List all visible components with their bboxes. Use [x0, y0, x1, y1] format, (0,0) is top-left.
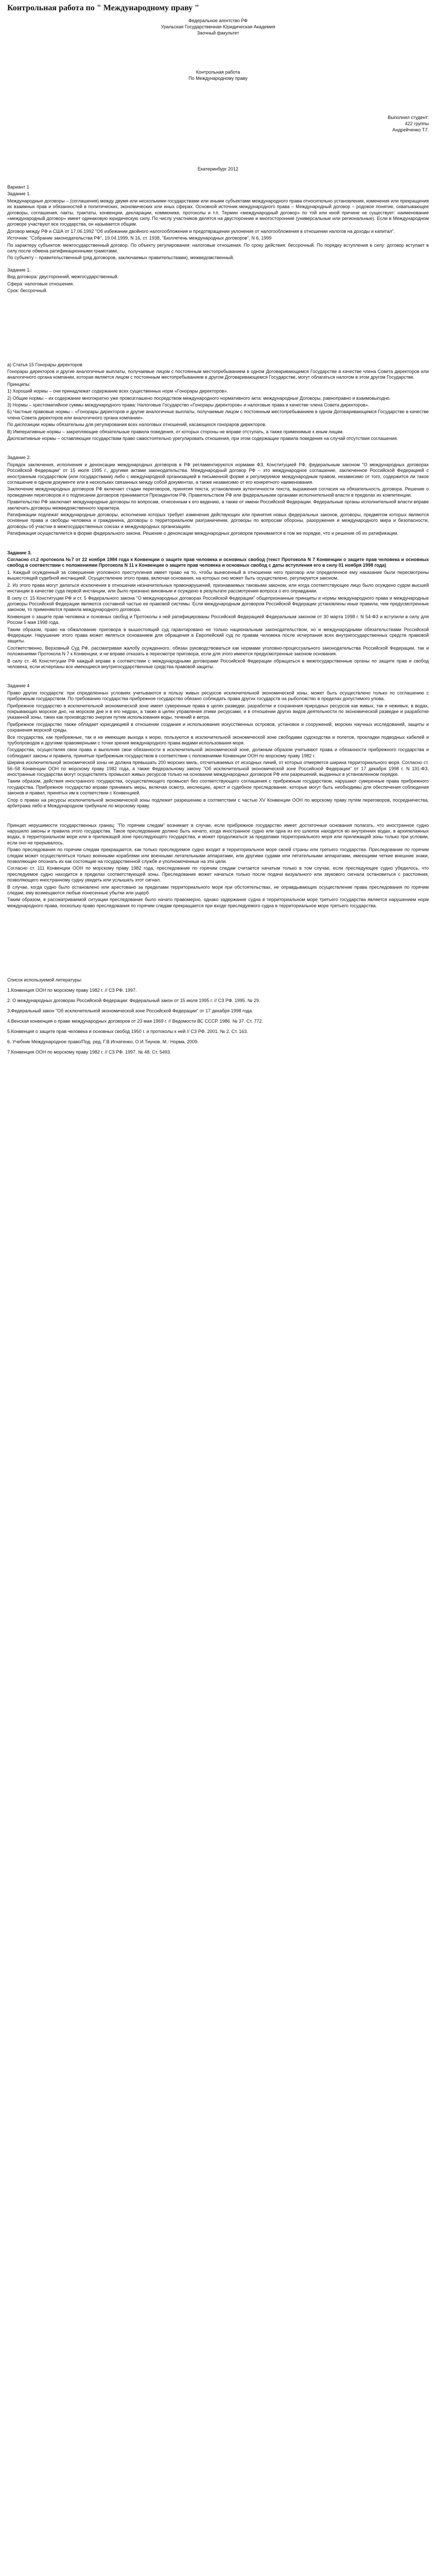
paragraph: Таким образом, действия иностранного государства, осуществляющего промысел без соответствующего соглашения с прибрежным государством, нарушают суверенные права прибрежного государства. Прибрежное государство вправе принимать меры, включая осмотр, инспекцию, арест и судебное преследование, которые могут быть необходимы для обеспечения соблюдения законов и правил, принятых им в соответствии с Конвенцией.: [7, 778, 429, 796]
reference-item: 5.Конвенция о защите прав человека и основных свобод 1950 г. и протоколы к ней // СЗ РФ. 2001. № 2. Ст. 163.: [7, 1029, 248, 1035]
paragraph: 2. Из этого права могут делаться исключения в отношении незначительных правонарушений, признаваемых таковыми законом, или когда соответствующее лицо было осуждено судом высшей инстанции в качестве суда первой инстанции, или было признано виновным и осуждено в результате рассмотрения вопроса о его оправдании.: [7, 582, 429, 594]
section-heading: а) Статья 15 Гонорары директоров: [7, 362, 82, 367]
header-line: Заочный факультет: [197, 30, 239, 36]
task2-section: [7, 455, 429, 536]
paragraph: Ратификация осуществляется в форме федерального закона. Решение о денонсации международных договоров принимается в том же порядке, что и решение об их ратификации.: [7, 531, 399, 536]
paragraph: 2) Общие нормы – их содержание многократно уже провозглашено посредством международного нормативного акта: международные Договоры, равноправно и взаимовыгодно.: [7, 395, 391, 401]
summary-line: Задание 1.: [7, 267, 31, 273]
city-year: Екатеринбург 2012: [197, 166, 239, 172]
paragraph: 3) Нормы – хрестоматийное суммы международного права: Налоговые Государство «Гонорары директоров» и налоговые права в качестве члена Совета директоров».: [7, 402, 370, 408]
reference-item: 3.Федеральный закон "Об исключительной экономической зоне Российской Федерации" от 17 декабря 1998 года.: [7, 1008, 253, 1014]
paragraph: 1) Хороший нормы – они принадлежат содержание всех существенных норм «Гонорары директоров».: [7, 388, 228, 394]
paragraph: Государства, осуществляя свои права и выполняя свои обязанности в исключительной экономической зоне, должным образом учитывают права и обязанности прибрежного государства и соблюдают законы и правила, принятые прибрежным государством в соответствии с положениями Конвенции ООН по морскому праву 1982 г.: [7, 747, 429, 758]
work-type-block: [7, 69, 429, 81]
paragraph: Конвенция о защите прав человека и основных свобод и Протоколы к ней ратифицированы Российской Федерацией Федеральным законом от 30 марта 1998 г. N 54-ФЗ и вступили в силу для России 5 мая 1998 года.: [7, 614, 429, 625]
paragraph: Источник: "Собрание законодательства РФ", 19.04.1999, N 16, ст. 1938, "Бюллетень международных договоров", N 6, 1999: [7, 235, 272, 241]
paragraph: В силу ст. 46 Конституции РФ каждый вправе в соответствии с международными договорами Российской Федерации обращаться в межгосударственные органы по защите прав и свобод человека, если исчерпаны все имеющиеся внутригосударственные средства правовой защиты.: [7, 658, 429, 669]
paragraph: Таким образом, право на обжалование приговора в вышестоящий суд гарантировано не только национальным законодательством, но и международными обязательствами Российской Федерации. Нарушение этого права может являться основанием для обращения в Европейский суд по правам человека после исчерпания всех внутригосударственных средств правовой защиты.: [7, 626, 429, 644]
task3-section: [7, 550, 429, 670]
header-line: Уральская Государственная Юридическая Академия: [161, 24, 275, 29]
paragraph: Б) Частные правовые нормы – «Гонорары директоров и другие аналогичные выплаты, получаемые лицом с постоянным местопребыванием в одном Договаривающемся Государстве в качестве члена Совета директоров или аналогичного органа компании».: [7, 409, 429, 420]
document-title: Контрольная работа по " Международному праву ": [7, 4, 200, 12]
paragraph: Ширина исключительной экономической зоны не должна превышать 200 морских миль, отсчитываемых от исходных линий, от которых отмеряется ширина территориального моря. Согласно ст. 56–58 Конвенции ООН по морскому праву 1982 года, а также Федеральному закону "Об исключительной экономической зоне Российской Федерации" от 17 декабря 1998 г. N 191-ФЗ, иностранные государства могут осуществлять промысел живых ресурсов только на основании международных договоров РФ или разрешений, выданных в установленном порядке.: [7, 760, 429, 777]
references-heading: Список используемой литературы:: [7, 977, 82, 983]
reference-item: 4.Венская конвенция о праве международных договоров от 23 мая 1969 г. // Ведомости ВС СССР. 1986. № 37. Ст. 772.: [7, 1019, 263, 1024]
summary-line: Срок: бессрочный.: [7, 288, 47, 294]
section-heading: Задание 1.: [7, 191, 31, 197]
paragraph: В случае, когда судно было остановлено или арестовано за пределами территориального моря при обстоятельствах, не оправдывающих осуществление права преследования по горячим следам, ему возмещаются любые понесенные убытки или ущерб.: [7, 884, 429, 895]
paragraph: Спор о правах на ресурсы исключительной экономической зоны подлежит разрешению в соответствии с частью XV Конвенции ООН по морскому праву путем переговоров, посредничества, арбитража либо в Международном трибунале по морскому праву.: [7, 797, 429, 809]
section-heading: Задание 4: [7, 683, 30, 689]
references-section: [7, 977, 429, 1055]
reference-item: 7.Конвенция ООН по морскому праву 1982 г. // СЗ РФ. 1997. № 48. Ст. 5493.: [7, 1049, 171, 1055]
paragraph: Заключение международных договоров РФ включает стадии переговоров, принятия текста, установления аутентичности текста, выражения согласия на обязательность договора. Решение о проведении переговоров и о подписании договоров принимается Президентом РФ, Правительством РФ или федеральными органами исполнительной власти в пределах их компетенции.: [7, 486, 429, 498]
section-heading: Задание 3.: [7, 550, 32, 555]
paragraph: По субъекту – правительственный (ряд договоров, заключаемых правительствами), межведомственный.: [7, 255, 234, 261]
variant-section: [7, 184, 429, 261]
paragraph: 1. Каждый осужденный за совершение уголовного преступления имеет право на то, чтобы вынесенный в отношении него приговор или определенное ему наказание были пересмотрены вышестоящей судебной инстанцией. Осуществление этого права, включая основания, на которых оно может быть осуществлено, регулируется законом.: [7, 569, 429, 581]
paragraph: Прибрежное государство также обладает юрисдикцией в отношении создания и использования искусственных островов, установок и сооружений, морских научных исследований, защиты и сохранения морской среды.: [7, 721, 429, 733]
paragraph: Все государства, как прибрежные, так и не имеющие выхода к морю, пользуются в исключительной экономической зоне свободами судоходства и полетов, прокладки подводных кабелей и трубопроводов и другими правомерными с точки зрения международного права видами использования моря.: [7, 734, 429, 746]
task4-section: [7, 683, 429, 809]
paragraph: Гонорары директоров и другие аналогичные выплаты, получаемые лицом с постоянным местопребыванием в одном Договаривающемся Государстве в качестве члена Совета директоров или аналогичного органа компании, которая является лицом с постоянным местопребыванием в другом Договаривающемся Государстве, могут облагаться налогом в этом другом Государстве.: [7, 368, 429, 380]
task1-summary: [7, 267, 429, 294]
paragraph: В силу ст. 15 Конституции РФ и ст. 5 Федерального закона "О международных договорах Российской Федерации" общепризнанные принципы и нормы международного права и международные договоры Российской Федерации являются составной частью ее правовой системы. Если международным договором Российской Федерации установлены иные правила, чем предусмотренные законом, то применяются правила международного договора.: [7, 595, 429, 613]
paragraph: Диспозитивные нормы – оставляющие государствам право самостоятельно урегулировать отношения, при этом содержащие правила поведения на случай отсутствия соглашения.: [7, 435, 398, 441]
paragraph: В) Императивные нормы – закрепляющие обязательные правила поведения, от которых стороны не вправе отступать, а также применимые к иным лицам.: [7, 429, 344, 434]
author-line: Выполнил студент:: [388, 115, 429, 120]
paragraph: Порядок заключения, исполнения и денонсации международных договоров в РФ регламентируются нормами ФЗ, Конституцией РФ, федеральным законом "О международных договорах Российской Федерации" от 15 июля 1995 г., другими актами законодательства. Международный договор РФ – это международное соглашение, заключенное Российской Федерацией с иностранным государством (или государствами) либо с международной организацией в письменной форме и регулируемое международным правом, независимо от того, содержится ли такое соглашение в одном документе или в нескольких связанных между собой документах, а также независимо от его конкретного наименования.: [7, 462, 429, 485]
paragraph: Принцип нерушимости государственных границ: "По горячим следам" возникает в случае, если прибрежное государство имеет достаточные основания полагать, что иностранное судно нарушило законы и правила этого государства. Такое преследование должно быть начато, когда иностранное судно или одна из его шлюпок находится во внутренних водах, в архипелажных водах, в территориальном море или в прилежащей зоне преследующего государства, и может продолжаться за пределами территориального моря или прилежащей зоны только при условии, если оно не прерывалось.: [7, 822, 429, 845]
summary-line: Сфера: налоговые отношения.: [7, 281, 74, 286]
reference-item: 2. О международных договорах Российской Федерации: Федеральный закон от 15 июля 1995 г. // СЗ РФ. 1995. № 29.: [7, 998, 260, 1004]
paragraph: Право преследования по горячим следам прекращается, как только преследуемое судно входит в территориальное море своей страны или третьего государства. Преследование по горячим следам может осуществляться только военными кораблями или военными летательными аппаратами, или другими судами или летательными аппаратами, имеющими четкие внешние знаки, позволяющие опознать их как состоящие на государственной службе и уполномоченные на эти цели.: [7, 847, 429, 864]
header-line: Федеральное агентство РФ: [188, 18, 248, 23]
paragraph: Международные договоры – (соглашения) между двумя или несколькими государствами или иными субъектами международного права относительно установления, изменения или прекращения их взаимных прав и обязанностей в политических, экономических или иных сферах. Основной источник международного права – Международный договор – родовое понятие, охватывающее договоры, соглашения, пакты, трактаты, конвенции, декларации, коммюнике, протоколы и т.п. Термин «международный договор» по той или иной причине не существует: наименование «международный договор» имеет одинаковую юридическую силу. По числу участников делятся на двусторонние и многосторонние (универсальные или региональные). Если в Международном договоре участвуют все государства, он называется общим.: [7, 198, 429, 227]
paragraph: Прибрежное государство в исключительной экономической зоне имеет суверенные права в целях разведки, разработки и сохранения природных ресурсов как живых, так и неживых, в водах, покрывающих морское дно, на морском дне и в его недрах, а также в целях управления этими ресурсами, и в отношении других видов деятельности по экономической разведке и разработке указанной зоны, таких как производство энергии путем использования воды, течений и ветра.: [7, 703, 429, 720]
reference-item: 1.Конвенция ООН по морскому праву 1982 г. // СЗ РФ. 1997.: [7, 988, 137, 993]
paragraph: Ратификации подлежат международные договоры, исполнение которых требует изменения действующих или принятия новых федеральных законов, договоры, предметом которых являются основные права и свободы человека и гражданина, договоры о территориальном разграничении, договоры по вопросам обороны, разоружения и международного мира и безопасности, договоры об участии в межгосударственных союзах и международных организациях.: [7, 512, 429, 529]
author-line: Андрейченко Т.Г.: [392, 127, 429, 132]
paragraph: По диспозиции нормы обязательны для регулирования всех налоговых отношений, касающихся гонораров директоров.: [7, 422, 267, 428]
paragraph: Таким образом, в рассматриваемой ситуации преследование было начато правомерно, однако задержание судна в территориальном море третьего государства является нарушением норм международного права, поскольку право преследования по горячим следам прекращается при входе преследуемого судна в территориальное море третьего государства.: [7, 897, 429, 908]
paragraph: Право других государств: при определенных условиях учитываются в пользу живых ресурсов исключительной экономической зоны, может быть осуществлено только по соглашению с прибрежным государством. По требованию государства прибрежное государство обязано соблюдать права других государств на рыболовство в пределах допустимого улова.: [7, 690, 429, 702]
section-heading: Задание 2.: [7, 455, 31, 461]
subject: По Международному праву: [188, 76, 248, 81]
paragraph: Договор между РФ и США от 17.06.1992 "Об избежании двойного налогообложения и предотвращении уклонения от налогообложения в отношении налогов на доходы и капитал".: [7, 228, 395, 234]
task5-section: [7, 823, 429, 909]
paragraph: Согласно ст. 111 Конвенции ООН по морскому праву 1982 года, преследование по горячим следам считается начатым только в том случае, если преследующее судно убедилось, что преследуемое судно находится в пределах соответствующей зоны. Преследование может начаться только после подачи визуального или звукового сигнала остановиться с расстояния, позволяющего иностранному судну увидеть или услышать этот сигнал.: [7, 866, 429, 883]
author-line: 422 группы: [405, 121, 429, 126]
paragraph: Принципы:: [7, 381, 31, 387]
institution-block: [7, 18, 429, 36]
reference-item: 6. Учебник Международное право/Под. ред. Г.В.Игнатенко, О.И.Тиунов. М.: Норма, 2009.: [7, 1039, 199, 1045]
summary-line: Вид договора: двусторонний, межгосударственный.: [7, 274, 119, 280]
paragraph: Соответственно, Верховный Суд РФ, рассматривая жалобу осужденного, обязан руководствоваться как нормами уголовно-процессуального законодательства Российской Федерации, так и положениями Протокола N 7 к Конвенции, и не вправе отказать в пересмотре приговора, если для этого имеются предусмотренные законом основания.: [7, 645, 429, 657]
task3-question: Согласно ст.2 протокола №7 от 22 ноября 1984 года к Конвенции о защите прав человека и основных свобод (текст Протокола N 7 Конвенции о защите прав человека и основных свобод в соответствии с положениями Протокола N 11 к Конвенции о защите прав человека и основных свобод с даты вступления его в силу 01 ноября 1998 года): [7, 557, 429, 568]
variant-label: Вариант 1: [7, 184, 29, 190]
paragraph: По характеру субъектов: межгосударственный договор. По объекту регулирования: налоговые отношения. По сроку действия: бессрочный. По порядку вступления в силу: договор вступает в силу после обмена ратификационными грамотами.: [7, 242, 429, 254]
article15-section: [7, 362, 429, 442]
author-block: [7, 114, 429, 133]
paragraph: Правительство РФ заключает международные договоры по вопросам, отнесенным к его ведению, а также от имени Российской Федерации. Федеральные органы исполнительной власти вправе заключать договоры межведомственного характера.: [7, 499, 429, 511]
work-type: Контрольная работа: [196, 70, 240, 75]
